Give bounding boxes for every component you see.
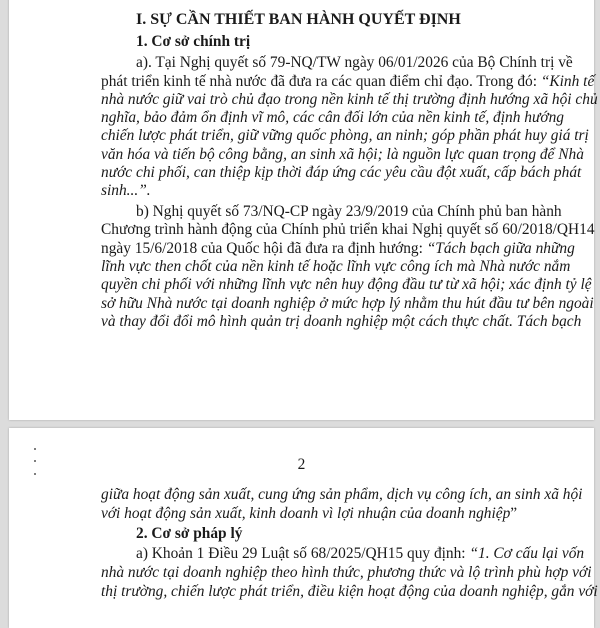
body-text: b) Nghị quyết số 73/NQ-CP ngày 23/9/2019 của Chính phủ ban hành [136,203,562,220]
body-text: Chương trình hành động của Chính phủ triển khai Nghị quyết số 60/2018/QH14 [101,221,595,238]
scan-speck [34,473,36,475]
text-line [101,164,582,182]
text-line [101,0,552,1]
text-line [101,91,598,109]
text-line [101,109,564,127]
body-text: a). Tại Nghị quyết số 79-NQ/TW ngày 06/01/2026 của Bộ Chính trị về [136,54,573,71]
body-text: I. SỰ CẦN THIẾT BAN HÀNH QUYẾT ĐỊNH [136,11,461,28]
body-text: ngày 15/6/2018 của Quốc hội đã đưa ra định hướng: [101,240,427,257]
italic-quote-text: văn hóa và tiến bộ công bằng, an sinh xã hội; là nguồn lực quan trọng để Nhà [101,146,584,163]
italic-quote-text: và thay đổi đổi mô hình quản trị doanh nghiệp một cách thực chất. Tách bạch [101,313,582,330]
body-text: 2. Cơ sở pháp lý [136,525,243,542]
italic-quote-text: thị trường, chiến lược phát triển, điều kiện hoạt động của doanh nghiệp, gắn với [101,583,598,600]
text-line [101,73,595,91]
italic-quote-text: nước chi phối, can thiệp kịp thời đáp ứng các yêu cầu đột xuất, cấp bách phát [101,164,582,181]
scan-speck [34,448,36,450]
text-line [101,505,552,523]
body-text: a) Khoản 1 Điều 29 Luật số 68/2025/QH15 quy định: [136,545,470,562]
italic-quote-text: “Kinh tế [540,73,595,90]
text-line [101,221,595,239]
text-line [101,564,592,582]
text-line [136,545,585,563]
document-page-2 [9,428,598,628]
text-line [101,182,552,200]
italic-quote-text: sở hữu Nhà nước tại doanh nghiệp ở mức hợp lý nhằm thu hút đầu tư bên ngoài [101,295,594,312]
italic-quote-text: “1. Cơ cấu lại vốn [469,545,585,562]
text-line [101,276,592,294]
text-line [101,583,598,601]
section-heading [136,33,552,51]
text-line [101,127,589,145]
text-line [101,486,583,504]
italic-quote-text: “Tách bạch giữa những [426,240,575,257]
italic-quote-text: quyền chi phối với những lĩnh vực nên huy động đầu tư từ xã hội; xác định tỷ lệ [101,276,592,293]
italic-quote-text: nghĩa, bảo đảm ổn định vĩ mô, các cân đối lớn của nền kinh tế, định hướng [101,109,564,126]
italic-quote-text: với hoạt động sản xuất, kinh doanh vì lợi nhuận của doanh nghiệp [101,505,511,522]
text-line [101,240,575,258]
section-heading [136,525,552,543]
section-heading [136,11,552,29]
italic-quote-text: sinh...”. [101,182,151,199]
text-line [136,203,562,221]
scan-speck [34,460,36,462]
italic-quote-text: chiến lược phát triển, giữ vững quốc phòng, an ninh; góp phần phát huy giá trị [101,127,589,144]
italic-quote-text: lĩnh vực then chốt của nền kinh tế hoặc lĩnh vực công ích mà Nhà nước nắm [101,258,571,275]
text-line [101,295,594,313]
body-text: 1. Cơ sở chính trị [136,33,251,50]
italic-quote-text: nhà nước giữ vai trò chủ đạo trong nền kinh tế thị trường định hướng xã hội chủ [101,91,598,108]
page-number: 2 [297,456,306,473]
text-line [101,258,571,276]
italic-quote-text: nhà nước tại doanh nghiệp theo hình thức, phương thức và lộ trình phù hợp với [101,564,592,581]
document-page-1 [9,0,598,420]
body-text: ” [510,505,518,522]
text-line [101,313,582,331]
body-text: phát triển kinh tế nhà nước đã đưa ra các quan điểm chỉ đạo. Trong đó: [101,73,541,90]
text-line [101,146,584,164]
italic-quote-text: giữa hoạt động sản xuất, cung ứng sản phẩm, dịch vụ công ích, an sinh xã hội [101,486,583,503]
text-line [136,54,573,72]
